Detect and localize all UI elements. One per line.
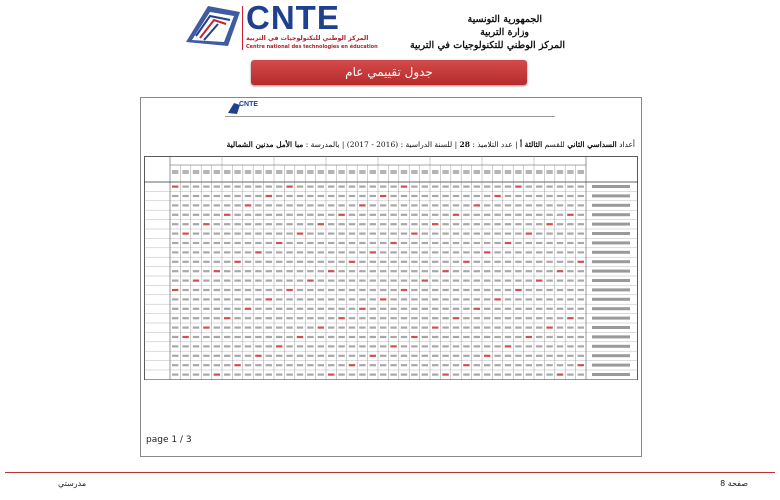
logo-divider <box>242 6 243 50</box>
grades-table <box>144 156 638 380</box>
footer-site: مدرستي <box>58 479 87 488</box>
table-title-banner: جدول تقييمي عام <box>251 60 527 85</box>
header-republic: الجمهورية التونسية <box>467 14 542 25</box>
header-ministry: وزارة التربية <box>480 27 529 38</box>
inner-logo-text: CNTE <box>239 101 259 108</box>
logo-subtitle-arabic: المركز الوطني للتكنولوجيات في التربية <box>246 35 369 42</box>
sheet-title: أعداد السداسي الثاني للقسم الثالثة أ | عدد التلاميذ : 28 | للسنة الدراسية : (2016 - 2017) | بالمدرسة : مبا الأمل مدنين الشمالية <box>226 140 635 149</box>
inner-header-rule <box>225 116 555 117</box>
footer-page: صفحة 8 <box>720 479 748 488</box>
header-center: المركز الوطني للتكنولوجيات في التربية <box>409 40 565 51</box>
scanned-grade-sheet <box>140 97 642 457</box>
footer-rule <box>5 472 775 473</box>
logo-subtitle-french: Centre national des technologies en éducation <box>246 44 378 50</box>
cnte-logo-emblem <box>178 2 248 50</box>
page-number: page 1 / 3 <box>146 435 192 445</box>
logo-title: CNTE <box>246 0 340 36</box>
